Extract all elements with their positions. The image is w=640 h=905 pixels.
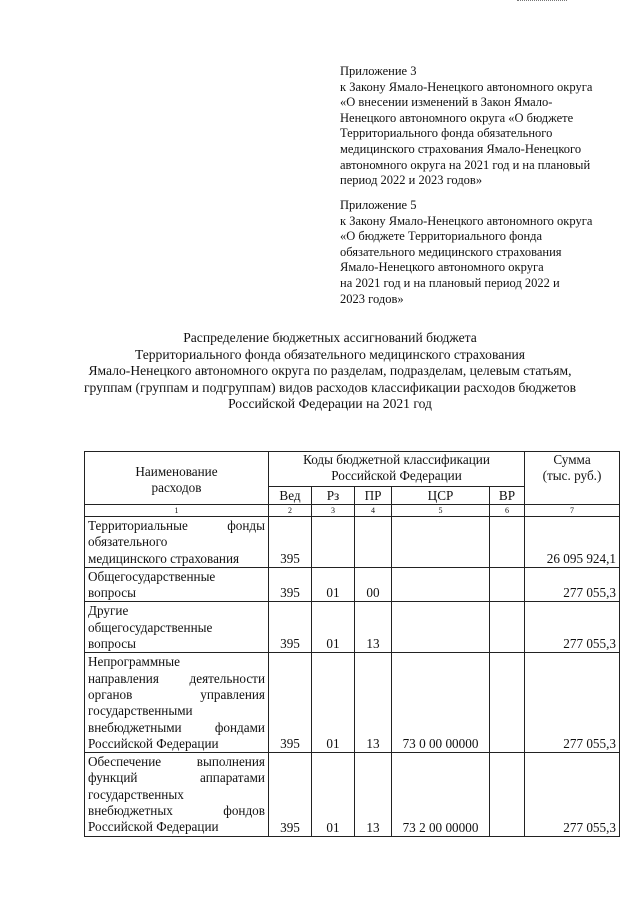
appendix-3-note (340, 64, 630, 189)
column-number: 5 (392, 505, 490, 517)
appendix-5-line: Приложение 5 (340, 198, 417, 212)
appendix-5-line: обязательного медицинского страхования (340, 244, 562, 259)
pr-cell: 00 (355, 567, 392, 602)
expense-name-line: Общегосударственные (88, 568, 216, 584)
header-ved: Вед (269, 487, 312, 505)
appendix-5-note (340, 198, 630, 307)
expense-name-cell (85, 567, 269, 602)
rz-cell (312, 517, 355, 568)
expense-name-line: Территориальные фонды (88, 518, 265, 533)
expense-name-line: внебюджетных фондов (88, 803, 265, 819)
expense-name-line: внебюджетными фондами (88, 719, 265, 735)
expense-name-cell (85, 753, 269, 836)
header-csr: ЦСР (392, 487, 490, 505)
appendix-3-line: медицинского страхования Ямало-Ненецкого (340, 141, 582, 156)
sum-cell: 26 095 924,1 (525, 517, 620, 568)
column-number: 3 (312, 505, 355, 517)
expense-name-line: органов управления (88, 686, 265, 702)
header-rz: Рз (312, 487, 355, 505)
rz-cell: 01 (312, 567, 355, 602)
expense-name-line: функций аппаратами (88, 770, 265, 786)
column-number: 2 (269, 505, 312, 517)
document-title (40, 330, 620, 413)
title-line: Территориального фонда обязательного медицинского страхования (134, 346, 526, 362)
pr-cell: 13 (355, 653, 392, 753)
ved-cell: 395 (269, 567, 312, 602)
csr-cell (392, 517, 490, 568)
ved-cell: 395 (269, 602, 312, 653)
column-number: 1 (85, 505, 269, 517)
header-expense-name: Наименование расходов (85, 452, 269, 505)
table-row (85, 517, 620, 568)
vr-cell (490, 602, 525, 653)
title-line: Российской Федерации на 2021 год (228, 396, 432, 412)
expense-name-cell (85, 517, 269, 568)
expense-name-line: Другие (88, 603, 129, 619)
table-body (85, 517, 620, 837)
title-line: группам (группам и подгруппам) видов расходов классификации расходов бюджетов (83, 379, 577, 395)
sum-cell: 277 055,3 (525, 753, 620, 836)
appendix-5-line: к Закону Ямало-Ненецкого автономного округа (340, 213, 593, 228)
appendix-3-line: период 2022 и 2023 годов» (340, 173, 483, 188)
appendix-5-line: Ямало-Ненецкого автономного округа (340, 260, 544, 275)
pr-cell: 13 (355, 602, 392, 653)
column-number: 7 (525, 505, 620, 517)
sum-cell: 277 055,3 (525, 602, 620, 653)
csr-cell (392, 602, 490, 653)
table-row (85, 602, 620, 653)
expense-name-line: Обеспечение выполнения (88, 754, 265, 770)
expense-name-line: государственными (88, 703, 193, 719)
pr-cell (355, 517, 392, 568)
rz-cell: 01 (312, 653, 355, 753)
appendix-3-line: «О внесении изменений в Закон Ямало- (340, 95, 553, 110)
expense-name-line: Российской Федерации (88, 819, 219, 835)
expense-name-line: государственных (88, 786, 184, 802)
vr-cell (490, 753, 525, 836)
expense-name-cell (85, 653, 269, 753)
csr-cell: 73 0 00 00000 (392, 653, 490, 753)
sum-cell: 277 055,3 (525, 653, 620, 753)
table-row (85, 753, 620, 836)
header-sum: Сумма (тыс. руб.) (525, 452, 620, 505)
expense-name-line: общегосударственные (88, 619, 213, 635)
appendix-3-line: Ненецкого автономного округа «О бюджете (340, 110, 574, 125)
csr-cell (392, 567, 490, 602)
vr-cell (490, 653, 525, 753)
expense-name-cell (85, 602, 269, 653)
header-vr: ВР (490, 487, 525, 505)
rz-cell: 01 (312, 753, 355, 836)
appendix-3-line: к Закону Ямало-Ненецкого автономного округа (340, 79, 593, 94)
expense-name-line: обязательного (88, 534, 168, 550)
column-number: 4 (355, 505, 392, 517)
header-pr: ПР (355, 487, 392, 505)
ved-cell: 395 (269, 753, 312, 836)
ved-cell: 395 (269, 517, 312, 568)
sum-cell: 277 055,3 (525, 567, 620, 602)
vr-cell (490, 567, 525, 602)
expense-name-line: Непрограммные (88, 654, 180, 670)
appendix-5-line: на 2021 год и на плановый период 2022 и (340, 275, 560, 290)
appendix-5-line: 2023 годов» (340, 291, 404, 306)
title-line: Ямало-Ненецкого автономного округа по разделам, подразделам, целевым статьям, (88, 363, 572, 379)
appendix-3-line: Приложение 3 (340, 64, 417, 78)
expense-name-line: вопросы (88, 585, 137, 601)
vr-cell (490, 517, 525, 568)
appendix-5-line: «О бюджете Территориального фонда (340, 229, 543, 244)
title-line: Распределение бюджетных ассигнований бюджета (183, 330, 477, 345)
expense-name-line: медицинского страхования (88, 550, 240, 566)
table-row (85, 567, 620, 602)
rz-cell: 01 (312, 602, 355, 653)
expense-name-line: Российской Федерации (88, 735, 219, 751)
expense-name-line: направления деятельности (88, 670, 265, 686)
column-number-row (85, 505, 620, 517)
ved-cell: 395 (269, 653, 312, 753)
column-number: 6 (490, 505, 525, 517)
header-budget-codes: Коды бюджетной классификации Российской Федерации (269, 452, 525, 487)
table-row (85, 653, 620, 753)
appendix-3-line: автономного округа на 2021 год и на плановый (340, 157, 591, 172)
budget-allocation-table (84, 451, 620, 837)
table-header-row (85, 452, 620, 487)
appendix-3-line: Территориального фонда обязательного (340, 126, 553, 141)
csr-cell: 73 2 00 00000 (392, 753, 490, 836)
expense-name-line: вопросы (88, 636, 137, 652)
scan-corner-mark (517, 0, 567, 3)
pr-cell: 13 (355, 753, 392, 836)
